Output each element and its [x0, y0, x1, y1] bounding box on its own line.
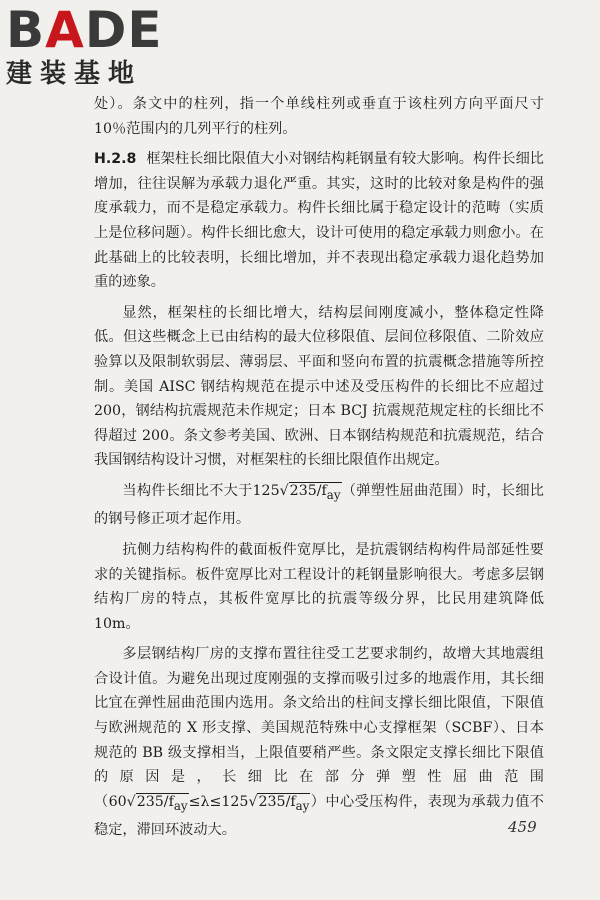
paragraph-correction: 当构件长细比不大于$125√235/f_{ay}$（弹塑性屈曲范围）时，长细比的钢号修正项才起作用。	[94, 482, 544, 528]
paragraph-width-thickness: 抗侧力结构构件的截面板件宽厚比，是抗震钢结构构件局部延性要求的关键指标。板件宽厚比对工程设计的耗钢量影响很大。考虑多层钢结构厂房的特点，其板件宽厚比的抗震等级分界，比民用建筑降低 10m。	[94, 541, 544, 632]
section-text: 框架柱长细比限值大小对钢结构耗钢量有较大影响。构件长细比增加，往往误解为承载力退化严重。其实，这时的比较对象是构件的强度承载力，而不是稳定承载力。构件长细比属于稳定设计的范畴（实质上是位移问题）。构件长细比愈大，设计可使用的稳定承载力则愈小。在此基础上的比较表明，长细比增加，并不表现出稳定承载力退化趋势加重的迹象。	[94, 151, 544, 291]
paragraph-bracing: 多层钢结构厂房的支撑布置往往受工艺要求制约，故增大其地震组合设计值。为避免出现过度刚强的支撑而吸引过多的地震作用，其长细比宜在弹性屈曲范围内选用。条文给出的柱间支撑长细比限值，下限值与欧洲规范的 X 形支撑、美国规范特殊中心支撑框架（SCBF）、日本规范的 BB 级支撑相当，上限值要稍严些。条文限定支撑长细比下限值的原因是，长细比在部分弹塑性屈曲范围$(60√235/f_{ay}\le\lambda\le 125√235/f_{ay})$中心受压构件，表现为承载力值不稳定，滞回环波动大。	[94, 646, 544, 839]
page-number: 459	[508, 818, 537, 836]
paragraph-slenderness: 显然，框架柱的长细比增大，结构层间刚度减小，整体稳定性降低。但这些概念上已由结构的最大位移限值、层间位移限值、二阶效应验算以及限制软弱层、薄弱层、平面和竖向布置的抗震概念措施等所控制。美国 AISC 钢结构规范在提示中述及受压构件的长细比不应超过 200，钢结构抗震规范未作规定；日本 BCJ 抗震规范规定柱的长细比不得超过 200。条文参考美国、欧洲、日本钢结构规范和抗震规范，结合我国钢结构设计习惯，对框架柱的长细比限值作出规定。	[94, 304, 544, 469]
formula-range: $60√235/f_{ay}\le\lambda\le 125√235/f_{ay}$	[108, 793, 310, 813]
paragraph-continued: 处）。条文中的柱列，指一个单线柱列或垂直于该柱列方向平面尺寸 10％范围内的几列平行的柱列。	[94, 96, 544, 137]
document-body	[94, 92, 544, 843]
brand-wordmark: BADE	[6, 1, 163, 59]
section-number: H.2.8	[94, 151, 137, 168]
formula-limit: $125√235/f_{ay}$	[252, 482, 341, 502]
paragraph-h28	[94, 147, 544, 295]
brand-subtitle: 建装基地	[6, 59, 143, 89]
brand-logo	[6, 1, 181, 96]
